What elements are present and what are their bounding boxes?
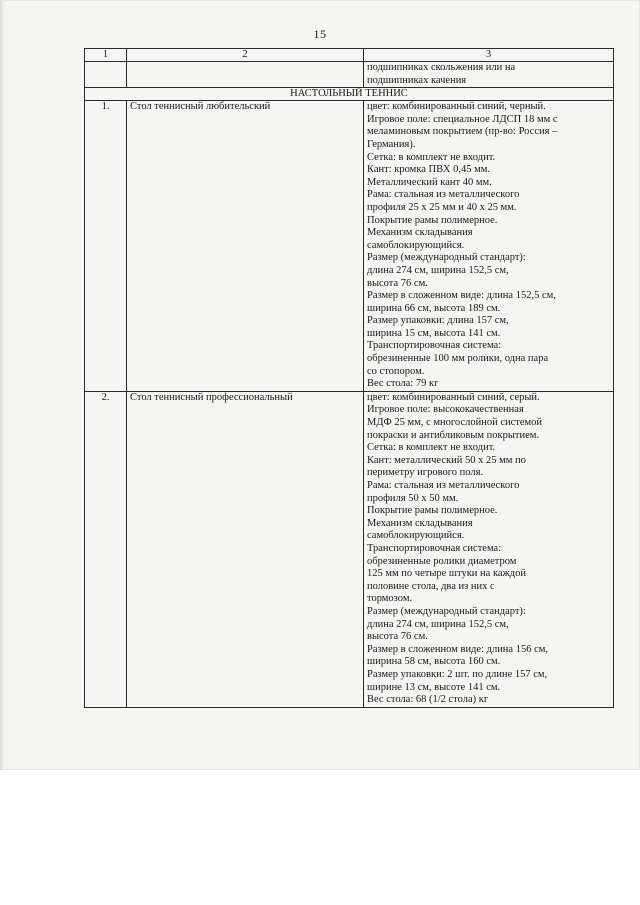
desc-line: Размер в сложенном виде: длина 152,5 см, [367, 290, 556, 302]
desc-line: МДФ 25 мм, с многослойной системой [367, 417, 543, 429]
scan-edge-shadow [0, 0, 4, 770]
desc-line: половине стола, два из них с [367, 580, 495, 592]
desc-line: Механизм складывания [367, 227, 473, 239]
desc-line: ширина 66 см, высота 189 см. [367, 302, 501, 314]
desc-line: ширине 13 см, высоте 141 см. [367, 681, 501, 693]
desc-line: Рама: стальная из металлического [367, 189, 520, 201]
desc-line: Размер (международный стандарт): [367, 605, 526, 617]
desc-line: подшипниках качения [367, 74, 467, 86]
desc-line: Кант: кромка ПВХ 0,45 мм. [367, 164, 490, 176]
desc-line: Игровое поле: специальное ЛДСП 18 мм с [367, 113, 558, 125]
table-row [85, 101, 614, 392]
desc-line: Вес стола: 79 кг [367, 378, 439, 390]
desc-line: ширина 15 см, высота 141 см. [367, 327, 501, 339]
section-row [85, 88, 614, 101]
desc-line: цвет: комбинированный синий, серый. [367, 391, 540, 403]
table-row [85, 391, 614, 707]
desc-line: подшипниках скольжения или на [367, 62, 516, 73]
header-cell-1: 1 [85, 49, 127, 62]
row-number: 1. [85, 101, 127, 392]
item-description [364, 391, 614, 707]
desc-line: Германия). [367, 138, 416, 150]
desc-line: профиля 50 х 50 мм. [367, 492, 459, 504]
desc-line: Размер (международный стандарт): [367, 252, 526, 264]
desc-line: обрезиненные ролики диаметром [367, 555, 517, 567]
continued-name-cell [127, 62, 364, 88]
desc-line: высота 76 см. [367, 631, 428, 643]
page-number: 15 [313, 27, 327, 41]
continued-row [85, 62, 614, 88]
desc-line: длина 274 см, ширина 152,5 см, [367, 264, 509, 276]
desc-line: покраски и антибликовым покрытием. [367, 429, 540, 441]
desc-line: со стопором. [367, 365, 425, 377]
item-name: Стол теннисный любительский [127, 101, 364, 392]
desc-line: Транспортировочная система: [367, 340, 502, 352]
desc-line: Размер в сложенном виде: длина 156 см, [367, 643, 549, 655]
desc-line: Кант: металлический 50 х 25 мм по [367, 454, 526, 466]
desc-line: Вес стола: 68 (1/2 стола) кг [367, 694, 489, 706]
desc-line: Металлический кант 40 мм. [367, 176, 492, 188]
desc-line: самоблокирующийся. [367, 239, 465, 251]
specification-table [84, 48, 614, 708]
desc-line: обрезиненные 100 мм ролики, одна пара [367, 353, 549, 365]
desc-line: меламиновым покрытием (пр-во: Россия – [367, 126, 558, 138]
desc-line: Сетка: в комплект не входит. [367, 442, 496, 454]
header-cell-3: 3 [364, 49, 614, 62]
desc-line: тормозом. [367, 593, 413, 605]
desc-line: цвет: комбинированный синий, черный. [367, 101, 546, 113]
item-description [364, 101, 614, 392]
desc-line: Транспортировочная система: [367, 542, 502, 554]
desc-line: длина 274 см, ширина 152,5 см, [367, 618, 509, 630]
desc-line: высота 76 см. [367, 277, 428, 289]
desc-line: Покрытие рамы полимерное. [367, 214, 498, 226]
desc-line: Размер упаковки: длина 157 см, [367, 315, 509, 327]
desc-line: 125 мм по четыре штуки на каждой [367, 568, 527, 580]
table-header-row [85, 49, 614, 62]
desc-line: Размер упаковки: 2 шт. по длине 157 см, [367, 668, 548, 680]
desc-line: профиля 25 х 25 мм и 40 х 25 мм. [367, 201, 517, 213]
desc-line: Игровое поле: высококачественная [367, 404, 524, 416]
desc-line: периметру игрового поля. [367, 467, 484, 479]
continued-desc-cell [364, 62, 614, 88]
desc-line: Рама: стальная из металлического [367, 480, 520, 491]
desc-line: Механизм складывания [367, 517, 473, 529]
item-name: Стол теннисный профессиональный [127, 391, 364, 707]
continued-num-cell [85, 62, 127, 88]
desc-line: Сетка: в комплект не входит. [367, 151, 496, 163]
desc-line: самоблокирующийся. [367, 530, 465, 542]
header-cell-2: 2 [127, 49, 364, 62]
desc-line: Покрытие рамы полимерное. [367, 505, 498, 517]
desc-line: ширина 58 см, высота 160 см. [367, 656, 501, 668]
row-number: 2. [85, 391, 127, 707]
section-title: НАСТОЛЬНЫЙ ТЕННИС [85, 88, 614, 101]
